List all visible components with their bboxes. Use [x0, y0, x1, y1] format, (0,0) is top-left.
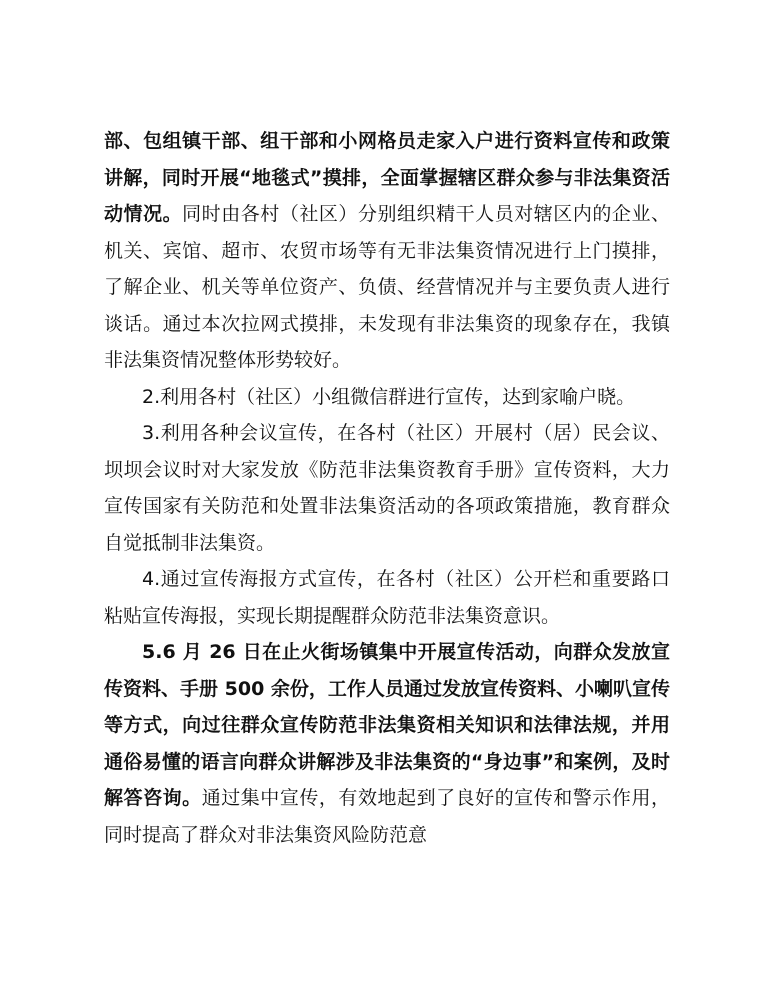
paragraph-4 — [104, 561, 670, 634]
paragraph-5-bold-run: 5.6 月 26 日在止火街场镇集中开展宣传活动，向群众发放宣传资料、手册 500 余份，工作人员通过发放宣传资料、小喇叭宣传等方式，向过往群众宣传防范非法集资相关知识和法律法规，并用通俗易懂的语言向群众讲解涉及非法集资的“身边事”和案例，及时解答咨询。 — [104, 641, 670, 809]
paragraph-2-run: 2.利用各村（社区）小组微信群进行宣传，达到家喻户晓。 — [142, 385, 636, 408]
paragraph-1-bold-run: 部、包组镇干部、组干部和小网格员走家入户进行资料宣传和政策讲解，同时开展“地毯式”摸排，全面掌握辖区群众参与非法集资活动情况。 — [104, 130, 670, 225]
paragraph-5-normal-run: 通过集中宣传，有效地起到了良好的宣传和警示作用，同时提高了群众对非法集资风险防范意 — [104, 787, 670, 846]
paragraph-2 — [104, 379, 670, 416]
paragraph-1 — [104, 123, 670, 379]
paragraph-3-run: 3.利用各种会议宣传，在各村（社区）开展村（居）民会议、坝坝会议时对大家发放《防范非法集资教育手册》宣传资料，大力宣传国家有关防范和处置非法集资活动的各项政策措施，教育群众自觉抵制非法集资。 — [104, 422, 670, 554]
paragraph-4-run: 4.通过宣传海报方式宣传，在各村（社区）公开栏和重要路口粘贴宣传海报，实现长期提醒群众防范非法集资意识。 — [104, 568, 670, 627]
document-body — [104, 123, 670, 853]
paragraph-3 — [104, 415, 670, 561]
paragraph-5 — [104, 634, 670, 853]
paragraph-1-normal-run: 同时由各村（社区）分别组织精干人员对辖区内的企业、机关、宾馆、超市、农贸市场等有无非法集资情况进行上门摸排，了解企业、机关等单位资产、负债、经营情况并与主要负责人进行谈话。通过本次拉网式摸排，未发现有非法集资的现象存在，我镇非法集资情况整体形势较好。 — [104, 203, 670, 371]
